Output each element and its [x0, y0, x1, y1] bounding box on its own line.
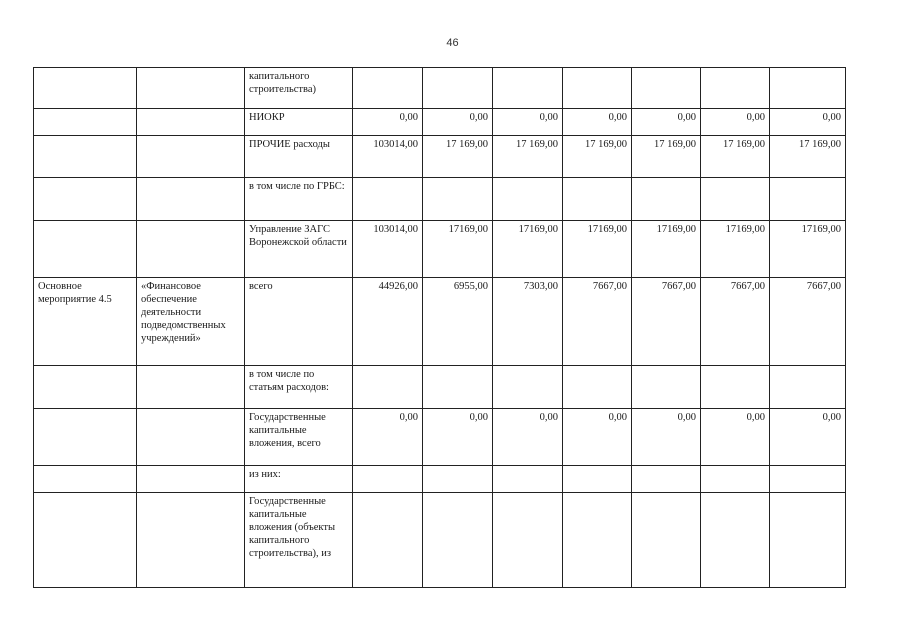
cell-value: 7303,00 — [493, 278, 563, 366]
table-body — [34, 68, 846, 588]
cell-funding-source: капитального строительства) — [245, 68, 353, 109]
cell-value — [563, 366, 632, 409]
cell-value: 17169,00 — [493, 221, 563, 278]
cell-program — [34, 221, 137, 278]
cell-program — [34, 136, 137, 178]
table-row — [34, 493, 846, 588]
cell-funding-source: Государственные капитальные вложения (объекты капитального строительства), из — [245, 493, 353, 588]
cell-title — [137, 409, 245, 466]
cell-title — [137, 493, 245, 588]
cell-value: 0,00 — [770, 109, 846, 136]
cell-funding-source: ПРОЧИЕ расходы — [245, 136, 353, 178]
cell-program — [34, 109, 137, 136]
cell-program — [34, 366, 137, 409]
cell-value — [632, 493, 701, 588]
cell-value — [423, 366, 493, 409]
cell-value — [493, 466, 563, 493]
cell-value — [353, 493, 423, 588]
budget-table — [33, 67, 846, 588]
cell-title — [137, 178, 245, 221]
cell-value: 0,00 — [701, 109, 770, 136]
cell-value — [701, 68, 770, 109]
cell-value — [563, 466, 632, 493]
cell-value: 17169,00 — [423, 221, 493, 278]
cell-value — [632, 68, 701, 109]
cell-value: 0,00 — [423, 109, 493, 136]
cell-funding-source: в том числе по статьям расходов: — [245, 366, 353, 409]
table-row — [34, 136, 846, 178]
cell-title — [137, 366, 245, 409]
cell-program — [34, 493, 137, 588]
cell-value: 17 169,00 — [423, 136, 493, 178]
cell-value: 6955,00 — [423, 278, 493, 366]
cell-value — [770, 366, 846, 409]
page-number: 46 — [446, 37, 459, 49]
cell-value: 17 169,00 — [701, 136, 770, 178]
cell-value: 44926,00 — [353, 278, 423, 366]
cell-title: «Финансовое обеспечение деятельности подведомственных учреждений» — [137, 278, 245, 366]
cell-value — [353, 68, 423, 109]
cell-value — [423, 68, 493, 109]
cell-value — [353, 366, 423, 409]
cell-value — [770, 466, 846, 493]
cell-program — [34, 466, 137, 493]
cell-value: 17 169,00 — [632, 136, 701, 178]
cell-value: 17 169,00 — [493, 136, 563, 178]
cell-value: 17169,00 — [770, 221, 846, 278]
cell-value: 7667,00 — [563, 278, 632, 366]
cell-value: 0,00 — [632, 409, 701, 466]
cell-value — [493, 366, 563, 409]
cell-value — [563, 493, 632, 588]
cell-value: 0,00 — [632, 109, 701, 136]
cell-value: 0,00 — [563, 409, 632, 466]
cell-funding-source: из них: — [245, 466, 353, 493]
cell-value: 17169,00 — [701, 221, 770, 278]
cell-value: 17169,00 — [563, 221, 632, 278]
cell-value — [493, 178, 563, 221]
cell-value — [770, 178, 846, 221]
cell-value — [770, 493, 846, 588]
cell-title — [137, 68, 245, 109]
cell-value: 103014,00 — [353, 136, 423, 178]
cell-program — [34, 178, 137, 221]
cell-value: 0,00 — [493, 109, 563, 136]
cell-value — [493, 68, 563, 109]
cell-value: 17 169,00 — [770, 136, 846, 178]
cell-value — [563, 68, 632, 109]
cell-value — [353, 466, 423, 493]
cell-program — [34, 68, 137, 109]
cell-value: 7667,00 — [770, 278, 846, 366]
cell-value — [423, 466, 493, 493]
cell-value — [563, 178, 632, 221]
table-row — [34, 178, 846, 221]
cell-value — [770, 68, 846, 109]
cell-value: 0,00 — [563, 109, 632, 136]
cell-title — [137, 109, 245, 136]
cell-value: 0,00 — [493, 409, 563, 466]
cell-program — [34, 409, 137, 466]
cell-value: 7667,00 — [632, 278, 701, 366]
cell-funding-source: Управление ЗАГС Воронежской области — [245, 221, 353, 278]
cell-title — [137, 466, 245, 493]
cell-value — [701, 493, 770, 588]
cell-value: 0,00 — [353, 109, 423, 136]
cell-value: 0,00 — [423, 409, 493, 466]
table-row — [34, 221, 846, 278]
cell-funding-source: в том числе по ГРБС: — [245, 178, 353, 221]
cell-value: 17 169,00 — [563, 136, 632, 178]
cell-value — [353, 178, 423, 221]
cell-value — [632, 466, 701, 493]
table-row — [34, 366, 846, 409]
cell-value — [493, 493, 563, 588]
cell-funding-source: всего — [245, 278, 353, 366]
cell-funding-source: Государственные капитальные вложения, всего — [245, 409, 353, 466]
table-row — [34, 109, 846, 136]
cell-title — [137, 221, 245, 278]
cell-value: 7667,00 — [701, 278, 770, 366]
cell-value: 17169,00 — [632, 221, 701, 278]
cell-value: 0,00 — [701, 409, 770, 466]
cell-value — [423, 493, 493, 588]
table-row — [34, 278, 846, 366]
cell-value: 0,00 — [353, 409, 423, 466]
table-row — [34, 409, 846, 466]
table-row — [34, 466, 846, 493]
table-row — [34, 68, 846, 109]
cell-title — [137, 136, 245, 178]
cell-program: Основное мероприятие 4.5 — [34, 278, 137, 366]
cell-value — [701, 366, 770, 409]
cell-value: 0,00 — [770, 409, 846, 466]
cell-value — [632, 178, 701, 221]
cell-funding-source: НИОКР — [245, 109, 353, 136]
cell-value: 103014,00 — [353, 221, 423, 278]
cell-value — [701, 466, 770, 493]
cell-value — [632, 366, 701, 409]
cell-value — [701, 178, 770, 221]
cell-value — [423, 178, 493, 221]
